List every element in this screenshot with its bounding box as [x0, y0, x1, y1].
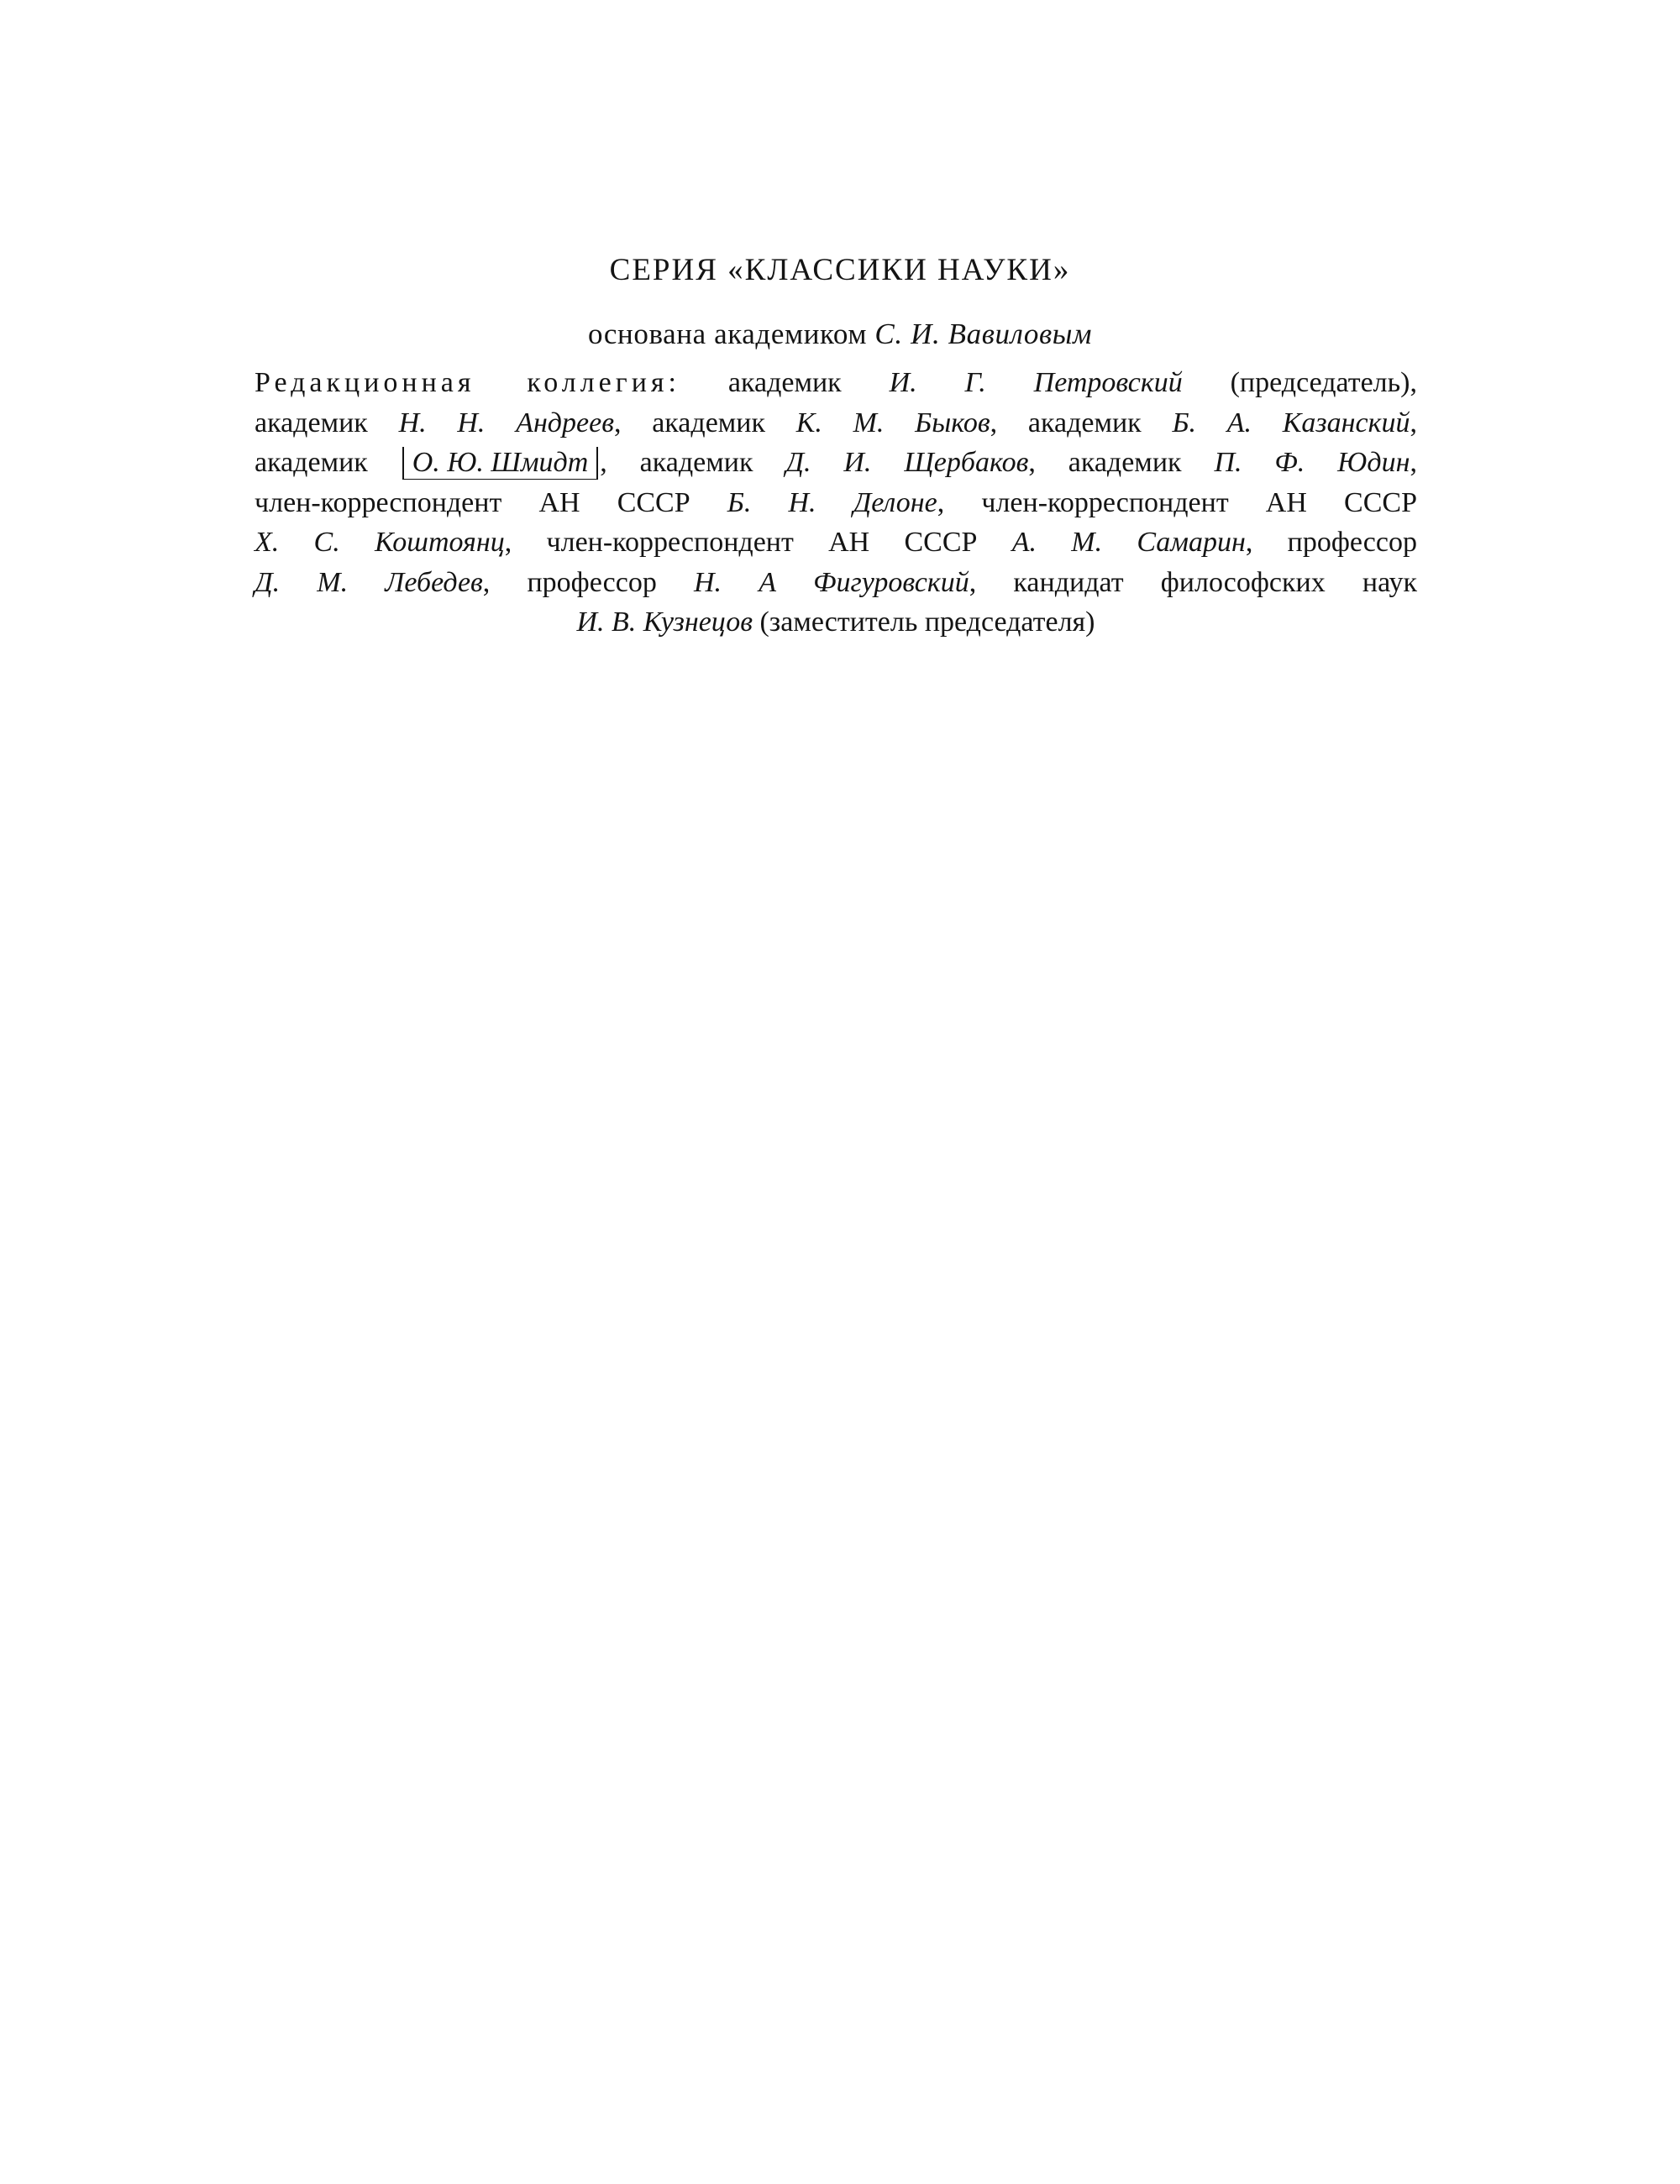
- board-text: , академик: [600, 447, 786, 478]
- editorial-board: [255, 363, 1417, 643]
- member-name: П. Ф. Юдин: [1214, 447, 1410, 478]
- board-text: (председатель),: [1182, 367, 1417, 398]
- board-line: [255, 563, 1417, 603]
- founder-name: С. И. Вавиловым: [874, 318, 1093, 350]
- board-line: [255, 522, 1417, 563]
- member-name: Н. Н. Андреев: [398, 407, 614, 438]
- member-name: Х. С. Коштоянц: [255, 527, 505, 558]
- board-text: , академик: [990, 407, 1173, 438]
- series-founder-line: [0, 318, 1680, 351]
- board-text: (заместитель председателя): [752, 606, 1095, 638]
- board-text: , член-корреспондент АН СССР: [937, 486, 1417, 518]
- board-text: , член-корреспондент АН СССР: [504, 527, 1012, 558]
- member-name: Б. Н. Делоне: [727, 486, 937, 518]
- board-heading: Редакционная коллегия:: [255, 367, 680, 398]
- board-text: академик: [255, 407, 399, 438]
- board-line: [255, 363, 1417, 403]
- board-text: , профессор: [1245, 527, 1417, 558]
- board-text: ,: [1410, 407, 1417, 438]
- board-text: , академик: [1028, 447, 1215, 478]
- board-text: академик: [680, 367, 890, 398]
- member-name: Б. А. Казанский: [1172, 407, 1410, 438]
- board-line: [255, 403, 1417, 444]
- board-text: академик: [255, 447, 401, 478]
- member-name: И. Г. Петровский: [889, 367, 1183, 398]
- founded-prefix: основана академиком: [587, 318, 868, 350]
- board-text: , академик: [613, 407, 796, 438]
- member-name: И. В. Кузнецов: [576, 606, 753, 638]
- board-line: [255, 443, 1417, 483]
- board-line: [255, 483, 1417, 523]
- series-title: СЕРИЯ «КЛАССИКИ НАУКИ»: [609, 253, 1071, 287]
- board-text: , кандидат философских наук: [969, 566, 1417, 598]
- board-line: [255, 602, 1417, 643]
- member-name: Д. М. Лебедев: [255, 566, 483, 598]
- board-text: член-корреспондент АН СССР: [255, 486, 727, 518]
- member-name: А. М. Самарин: [1011, 527, 1246, 558]
- member-name: Н. А Фигуровский: [694, 566, 969, 598]
- member-name-deceased: О. Ю. Шмидт: [402, 447, 599, 480]
- board-text: ,: [1410, 447, 1418, 478]
- board-text: , профессор: [482, 566, 694, 598]
- member-name: Д. И. Щербаков: [785, 447, 1029, 478]
- member-name: К. М. Быков: [795, 407, 990, 438]
